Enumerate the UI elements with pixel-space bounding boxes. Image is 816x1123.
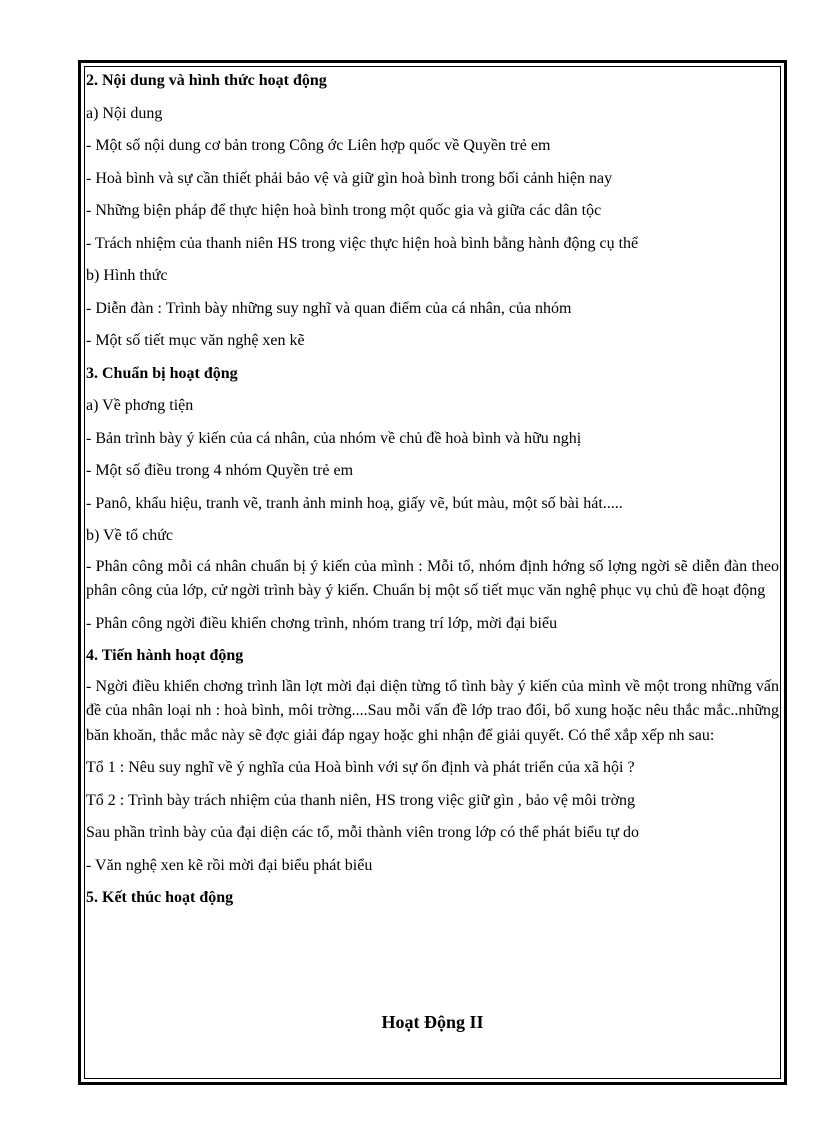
text-paragraph: - Ngời điều khiển chơng trình lần lợt mời đại diện từng tổ tình bày ý kiến của mình về một trong những vấn đề của nhân loại nh : hoà bình, môi trờng....Sau mỗi vấn đề lớp trao đổi, bổ xung hoặc nêu thắc mắc..những băn khoăn, thắc mắc này sẽ đợc giải đáp ngay hoặc ghi nhận để giải quyết. Có thể xắp xếp nh sau: (86, 677, 779, 744)
text-line: - Bản trình bày ý kiến của cá nhân, của nhóm về chủ đề hoà bình và hữu nghị (86, 429, 582, 447)
text-line: Sau phần trình bày của đại diện các tổ, mỗi thành viên trong lớp có thể phát biểu tự do (86, 824, 639, 841)
text-line: - Một số điều trong 4 nhóm Quyền trẻ em (86, 462, 354, 479)
text-line: a) Nội dung (86, 104, 163, 122)
text-line: b) Hình thức (86, 267, 168, 284)
text-line: - Phân công ngời điều khiển chơng trình, nhóm trang trí lớp, mời đại biểu (86, 614, 558, 632)
text-line: - Một số nội dung cơ bản trong Công ớc Liên hợp quốc về Quyền trẻ em (86, 137, 551, 154)
section-heading: 4. Tiến hành hoạt động (86, 647, 244, 664)
section-heading: 2. Nội dung và hình thức hoạt động (86, 72, 327, 89)
text-line: Tổ 1 : Nêu suy nghĩ về ý nghĩa của Hoà bình với sự ổn định và phát triển của xã hội ? (86, 759, 635, 776)
text-paragraph: - Phân công mỗi cá nhân chuẩn bị ý kiến của mình : Mỗi tổ, nhóm định hớng số lợng ngời sẽ diễn đàn theo phân công của lớp, cử ngời trình bày ý kiến. Chuẩn bị một số tiết mục văn nghệ phục vụ chủ đề hoạt động (86, 557, 779, 599)
text-line: - Những biện pháp để thực hiện hoà bình trong một quốc gia và giữa các dân tộc (86, 202, 602, 219)
text-line: - Panô, khẩu hiệu, tranh vẽ, tranh ảnh minh hoạ, giấy vẽ, bút màu, một số bài hát..... (86, 494, 623, 512)
closing-title: Hoạt Động II (381, 1012, 484, 1032)
text-line: - Hoà bình và sự cần thiết phải bảo vệ và giữ gìn hoà bình trong bối cảnh hiện nay (86, 169, 613, 187)
text-line: Tổ 2 : Trình bày trách nhiệm của thanh niên, HS trong việc giữ gìn , bảo vệ môi trờng (86, 791, 636, 809)
text-line: - Một số tiết mục văn nghệ xen kẽ (86, 332, 305, 349)
section-heading: 3. Chuẩn bị hoạt động (86, 364, 238, 382)
text-line: b) Về tổ chức (86, 527, 174, 544)
document-body (86, 66, 779, 908)
text-line: - Diễn đàn : Trình bày những suy nghĩ và quan điểm của cá nhân, của nhóm (86, 299, 572, 317)
text-line: - Văn nghệ xen kẽ rồi mời đại biểu phát biểu (86, 856, 373, 874)
text-line: a) Về phơng tiện (86, 397, 194, 414)
section-heading: 5. Kết thúc hoạt động (86, 889, 234, 906)
text-line: - Trách nhiệm của thanh niên HS trong việc thực hiện hoà bình bằng hành động cụ thể (86, 234, 639, 252)
